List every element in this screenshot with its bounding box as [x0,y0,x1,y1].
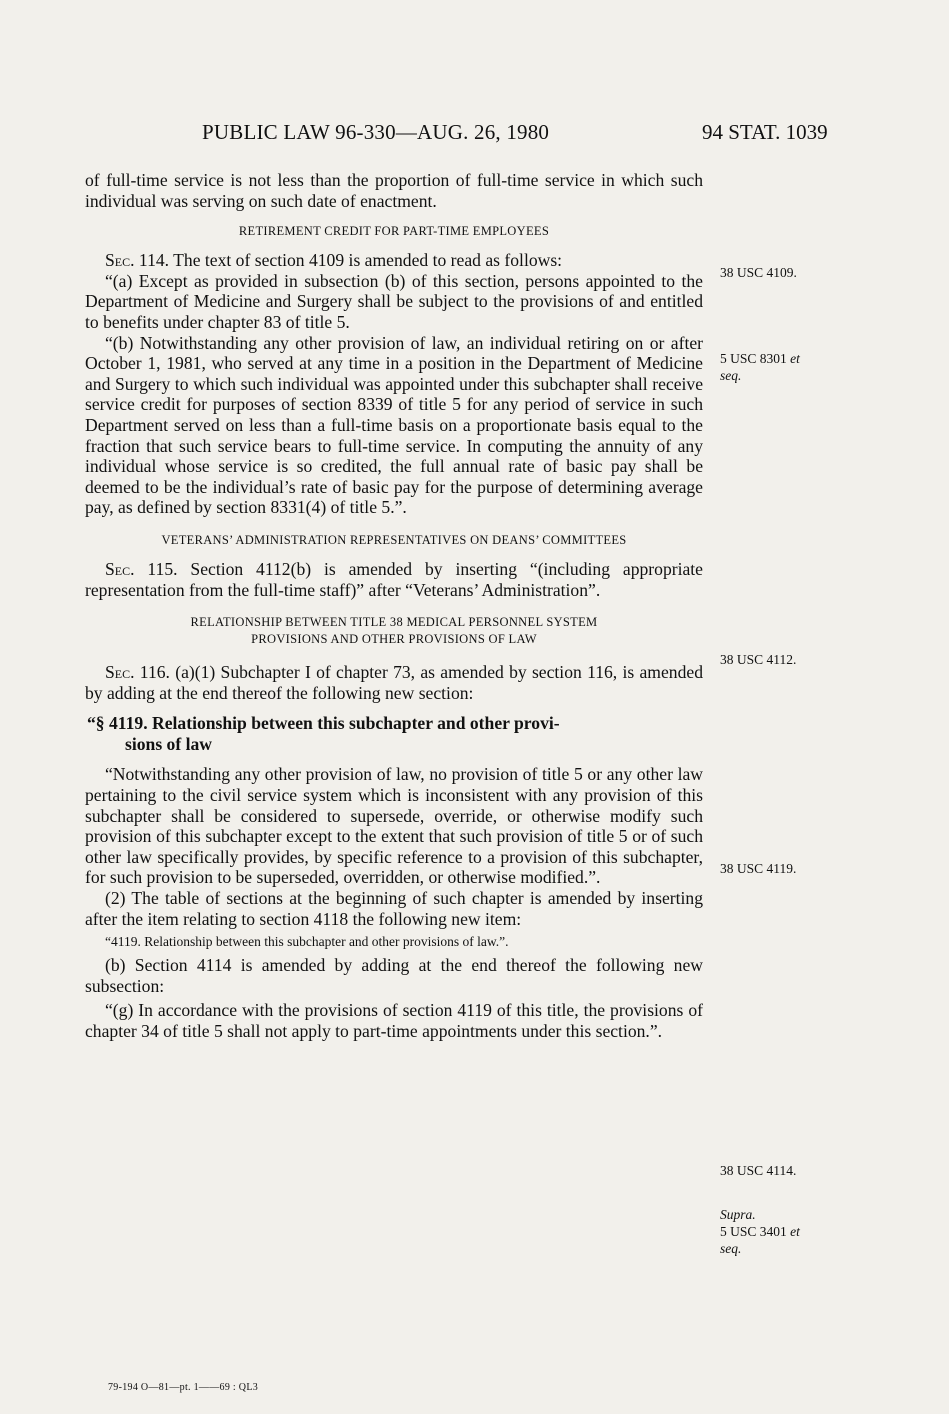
heading-sec116 [85,614,703,648]
sec-label: Sec. [105,250,135,271]
sec116-paragraph [85,662,703,703]
heading-sec116-line1: RELATIONSHIP BETWEEN TITLE 38 MEDICAL PERSONNEL SYSTEM [190,615,598,630]
sec116-text: 116. (a)(1) Subchapter I of chapter 73, as amended by section 116, is amended by adding at the end thereof the following new section: [85,662,703,703]
heading-sec115: VETERANS’ ADMINISTRATION REPRESENTATIVES ON DEANS’ COMMITTEES [161,532,627,547]
sec114-subsection-a: “(a) Except as provided in subsection (b) of this section, persons appointed to the Department of Medicine and Surgery shall be subject to the provisions of and entitled to benefits under chapter 83 of title 5. [85,270,703,332]
section-4119-title-line1: “§ 4119. Relationship between this subchapter and other provi- [87,713,560,734]
margin-note-38usc4109: 38 USC 4109. [720,265,797,280]
sec115-paragraph [85,559,703,600]
margin-note-5usc3401-text: 5 USC 3401 [720,1224,791,1239]
margin-note-supra-5usc3401 [720,1206,800,1257]
sec116-paragraph-2: (2) The table of sections at the beginning of such chapter is amended by inserting after the item relating to section 4118 the following new item: [85,888,703,929]
print-footer: 79-194 O—81—pt. 1——69 : QL3 [108,1382,259,1393]
sec-label: Sec. [105,662,135,683]
sec115-text: 115. Section 4112(b) is amended by inserting “(including appropriate representation from the full-time staff)” after “Veterans’ Administration”. [85,558,703,600]
margin-note-5usc8301-text: 5 USC 8301 [720,351,791,366]
margin-note-38usc4114: 38 USC 4114. [720,1163,797,1178]
section-4119-text: “Notwithstanding any other provision of law, no provision of title 5 or any other law pertaining to the civil service system which is inconsistent with any provision of this subchapter shall be considered to supersede, override, or otherwise modify such provision of this subchapter except to the extent that such provision of title 5 or of such other law specifically provides, by specific reference to a provision of this subchapter, for such provision to be superseded, overridden, or otherwise modified.”. [85,764,703,888]
heading-sec114: RETIREMENT CREDIT FOR PART-TIME EMPLOYEES [238,224,550,239]
sec114-text: 114. The text of section 4109 is amended to read as follows: [134,250,563,271]
margin-note-seq: seq. [720,1241,742,1256]
heading-sec116-line2: PROVISIONS AND OTHER PROVISIONS OF LAW [251,632,537,647]
sec114-paragraph [85,250,703,271]
running-header-title: PUBLIC LAW 96-330—AUG. 26, 1980 [202,120,550,144]
body-text [85,170,703,1042]
section-4119-title-line2: sions of law [125,733,213,754]
margin-note-supra: Supra. [720,1207,756,1222]
margin-note-seq: seq. [720,368,742,383]
margin-note-et: et [790,351,800,366]
page-number: 94 STAT. 1039 [702,120,828,144]
table-of-sections-item: “4119. Relationship between this subchapter and other provisions of law.”. [105,934,509,950]
sec-label: Sec. [105,558,135,579]
margin-note-5usc8301 [720,350,800,384]
section-4119-title [85,713,703,754]
sec116-subsection-g: “(g) In accordance with the provisions of section 4119 of this title, the provisions of chapter 34 of title 5 shall not apply to part-time appointments under this section.”. [85,1000,703,1041]
sec116-subsection-b: (b) Section 4114 is amended by adding at the end thereof the following new subsection: [85,955,703,996]
continuation-paragraph: of full-time service is not less than the proportion of full-time service in which such individual was serving on such date of enactment. [85,170,703,211]
margin-note-et: et [790,1224,800,1239]
margin-note-38usc4119: 38 USC 4119. [720,861,797,876]
sec114-subsection-b: “(b) Notwithstanding any other provision of law, an individual retiring on or after October 1, 1981, who served at any time in a position in the Department of Medicine and Surgery to which such individual was appointed under this subchapter shall receive service credit for purposes of section 8339 of title 5 for any period of service in such Department served on less than a full-time basis on a proportionate basis equal to the fraction that such service bears to full-time service. In computing the annuity of any individual whose service is so credited, the full annual rate of basic pay shall be deemed to be the individual’s rate of basic pay for the purpose of determining average pay, as defined by section 8331(4) of title 5.”. [85,332,703,518]
margin-note-38usc4112: 38 USC 4112. [720,652,797,667]
